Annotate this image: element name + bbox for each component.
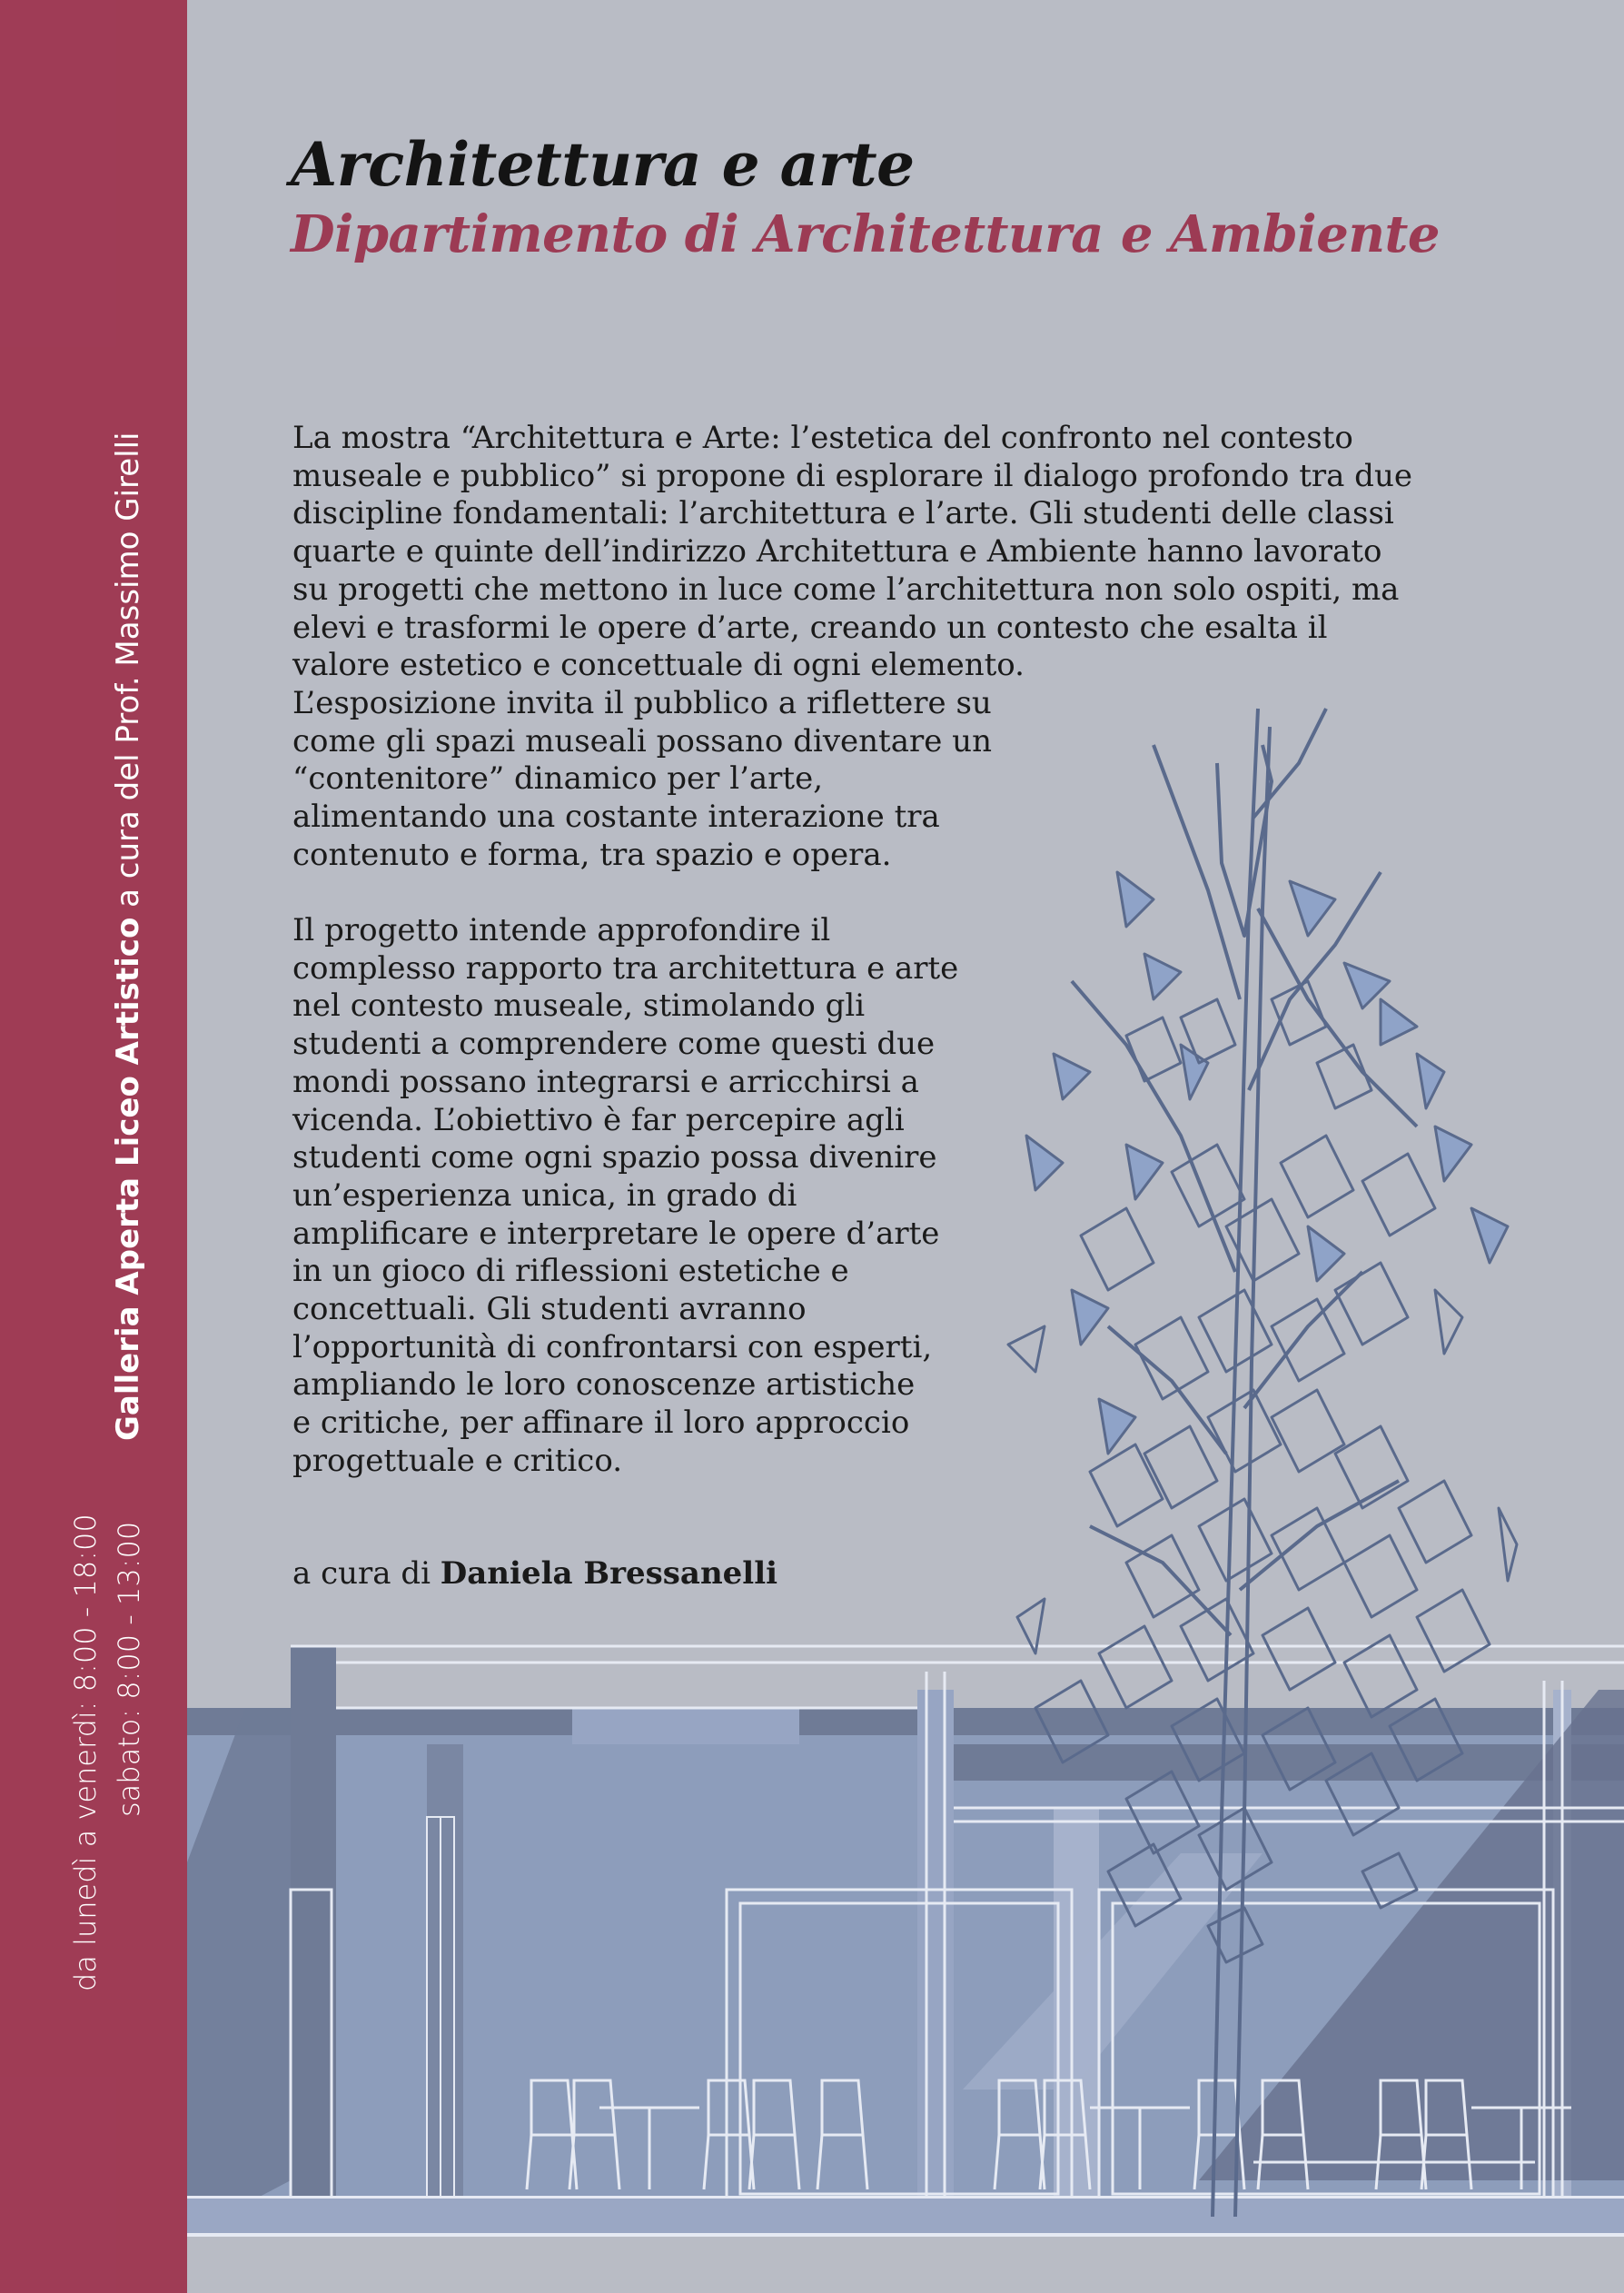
gallery-credit — [110, 432, 146, 1441]
curator-prefix: a cura di — [292, 1555, 441, 1592]
opening-hours-weekdays: da lunedì a venerdì: 8:00 - 18:00 — [68, 1514, 103, 1991]
page-title: Architettura e arte — [291, 129, 915, 200]
curator-credit — [292, 1555, 777, 1592]
body-paragraph-1: La mostra “Architettura e Arte: l’estetica del confronto nel contesto museale e pubblico” si propone di esplorare il dialogo profondo tra due discipline fondamentali: l’architettura e l’arte. Gli studenti delle classi quarte e quinte dell’indirizzo Architettura e Ambiente hanno lavorato su progetti che mettono in luce come l’architettura non solo ospiti, ma elevi e trasformi le opere d’arte, creando un contesto che esalta il valore estetico e concettuale di ogni elemento. L’esposizione invita il pubblico a riflettere su come gli spazi museali possano diventare un “contenitore” dinamico per l’arte, alimentando una costante interazione tra contenuto e forma, tra spazio e opera. — [292, 420, 1412, 873]
gallery-curator: a cura del Prof. Massimo Girelli — [110, 432, 146, 918]
gallery-name: Galleria Aperta Liceo Artistico — [110, 917, 146, 1441]
page-subtitle: Dipartimento di Architettura e Ambiente — [291, 204, 1441, 264]
opening-hours-saturday: sabato: 8:00 - 13:00 — [112, 1521, 146, 1817]
curator-name: Daniela Bressanelli — [440, 1555, 778, 1592]
body-paragraph-2: Il progetto intende approfondire il complesso rapporto tra architettura e arte nel contesto museale, stimolando gli studenti a comprendere come questi due mondi possano integrarsi e arricchirsi a vicenda. L’obiettivo è far percepire agli studenti come ogni spazio possa divenire un’esperienza unica, in grado di amplificare e interpretare le opere d’arte in un gioco di riflessioni estetiche e concettuali. Gli studenti avranno l’opportunità di confrontarsi con esperti, ampliando le loro conoscenze artistiche e critiche, per affinare il loro approccio progettuale e critico. — [292, 912, 959, 1479]
